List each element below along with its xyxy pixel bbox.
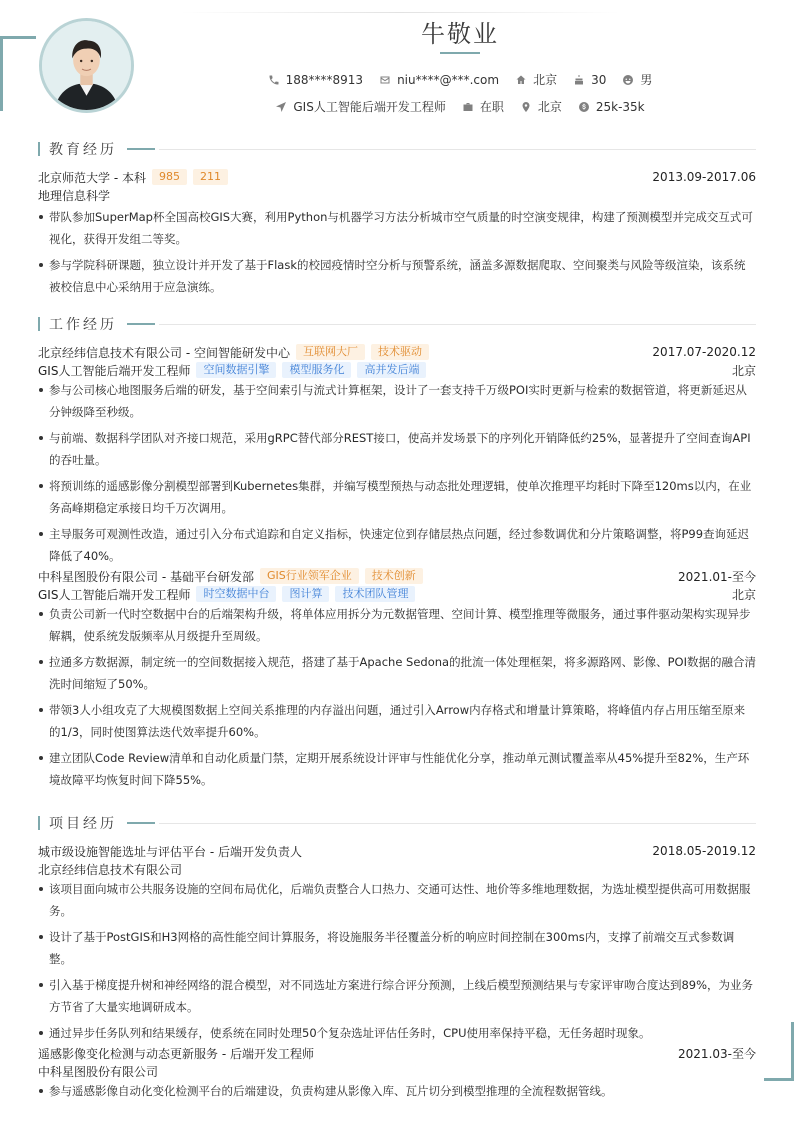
phone-item	[268, 73, 363, 87]
company-tag: 互联网大厂	[296, 344, 365, 360]
work-bullets	[38, 379, 756, 567]
list-item: 参与遥感影像自动化变化检测平台的后端建设，负责构建从影像入库、瓦片切分到模型推理的全流程数据管线。	[38, 1080, 756, 1102]
title-dash	[127, 148, 155, 150]
project-org: 中科星图股份有限公司	[38, 1064, 159, 1079]
title-accent-bar	[38, 317, 40, 331]
education-entry	[38, 168, 756, 298]
list-item: 建立团队Code Review清单和自动化质量门禁，定期开展系统设计评审与性能优化分享，推动单元测试覆盖率从45%提升至82%，生产环境故障平均恢复时间下降55%。	[38, 747, 756, 791]
list-item: 设计了基于PostGIS和H3网格的高性能空间计算服务，将设施服务半径覆盖分析的响应时间控制在300ms内，支撑了前端交互式参数调整。	[38, 926, 756, 970]
cake-icon	[573, 74, 585, 86]
role-tag: 时空数据中台	[196, 586, 276, 602]
list-item: 参与公司核心地图服务后端的研发，基于空间索引与流式计算框架，设计了一套支持千万级POI实时更新与检索的数据管道，将更新延迟从分钟级降至秒级。	[38, 379, 756, 423]
education-entry-head	[38, 168, 756, 186]
project-org-row	[38, 860, 756, 878]
company-name: 中科星图股份有限公司 - 基础平台研发部	[38, 569, 254, 584]
gender-text: 男	[640, 73, 653, 87]
project-bullets	[38, 1080, 756, 1102]
section-title-text: 项目经历	[49, 816, 117, 832]
work-location: 北京	[731, 363, 756, 378]
project-org: 北京经纬信息技术有限公司	[38, 862, 183, 877]
age-item	[573, 73, 606, 87]
list-item: 参与学院科研课题，独立设计并开发了基于Flask的校园疫情时空分析与预警系统，涵盖多源数据爬取、空间聚类与风险等级渲染，该系统被校信息中心采纳用于应急演练。	[38, 254, 756, 298]
major-row	[38, 186, 756, 204]
mail-icon	[379, 74, 391, 86]
project-entry-head	[38, 1044, 756, 1062]
list-item: 通过异步任务队列和结果缓存，使系统在同时处理50个复杂选址评估任务时，CPU使用率保持平稳，无任务超时现象。	[38, 1022, 756, 1044]
role-tag: 技术团队管理	[335, 586, 415, 602]
work-bullets	[38, 603, 756, 791]
gender-item	[622, 71, 652, 88]
target-city-text: 北京	[537, 100, 562, 114]
project-name: 城市级设施智能选址与评估平台 - 后端开发负责人	[38, 844, 302, 859]
school-tag: 985	[152, 169, 187, 185]
role-tag: 模型服务化	[282, 362, 351, 378]
project-name: 遥感影像变化检测与动态更新服务 - 后端开发工程师	[38, 1046, 314, 1061]
salary-item	[578, 100, 645, 114]
work-period: 2021.01-至今	[678, 569, 756, 584]
briefcase-icon	[462, 101, 474, 113]
face-icon	[622, 74, 634, 86]
work-entry-head	[38, 343, 756, 361]
coin-icon	[578, 101, 590, 113]
corner-decoration-bottom-right	[764, 1025, 794, 1081]
list-item: 与前端、数据科学团队对齐接口规范，采用gRPC替代部分REST接口，使高并发场景下的序列化开销降低约25%，显著提升了空间查询API的吞吐量。	[38, 427, 756, 471]
title-line	[159, 324, 756, 325]
project-period: 2018.05-2019.12	[652, 844, 756, 858]
education-section	[38, 140, 756, 302]
title-accent-bar	[38, 816, 40, 830]
company-tag: 技术创新	[365, 568, 423, 584]
project-bullets	[38, 878, 756, 1044]
target-role-item	[275, 98, 445, 115]
list-item: 带领3人小组攻克了大规模图数据上空间关系推理的内存溢出问题，通过引入Arrow内存格式和增量计算策略，将峰值内存占用压缩至原来的1/3，同时使图算法迭代效率提升60%。	[38, 699, 756, 743]
projects-section	[38, 814, 756, 1106]
project-entry	[38, 842, 756, 1044]
education-section-title	[38, 140, 756, 158]
status-text: 在职	[479, 100, 504, 114]
city-text: 北京	[533, 73, 558, 87]
list-item: 带队参加SuperMap杯全国高校GIS大赛，利用Python与机器学习方法分析城市空气质量的时空演变规律，构建了预测模型并完成交互式可视化，获得开发组二等奖。	[38, 206, 756, 250]
work-location: 北京	[731, 587, 756, 602]
name-underline	[440, 52, 480, 54]
education-period: 2013.09-2017.06	[652, 170, 756, 184]
work-section-title	[38, 315, 756, 333]
city-item	[515, 71, 557, 88]
phone-icon	[268, 74, 280, 86]
section-title-text: 教育经历	[49, 142, 117, 158]
top-divider	[180, 12, 620, 13]
section-title-text: 工作经历	[49, 317, 117, 333]
major-name: 地理信息科学	[38, 188, 111, 203]
title-dash	[127, 323, 155, 325]
role-tag: 图计算	[282, 586, 329, 602]
job-intent-row	[0, 98, 794, 115]
title-dash	[127, 822, 155, 824]
email-text: niu****@***.com	[397, 72, 500, 87]
age-text: 30	[591, 72, 607, 87]
work-section	[38, 315, 756, 795]
list-item: 主导服务可观测性改造，通过引入分布式追踪和自定义指标，快速定位到存储层热点问题，经过参数调优和分片策略调整，将P99查询延迟降低了40%。	[38, 523, 756, 567]
salary-text: 25k-35k	[595, 99, 645, 114]
contact-row	[0, 71, 794, 88]
title-line	[159, 823, 756, 824]
list-item: 拉通多方数据源，制定统一的空间数据接入规范，搭建了基于Apache Sedona的批流一体处理框架，将多源路网、影像、POI数据的融合清洗时间缩短了50%。	[38, 651, 756, 695]
role-row	[38, 585, 756, 603]
company-tag: GIS行业领军企业	[260, 568, 359, 584]
company-name: 北京经纬信息技术有限公司 - 空间智能研发中心	[38, 345, 290, 360]
list-item: 将预训练的遥感影像分割模型部署到Kubernetes集群，并编写模型预热与动态批处理逻辑，使单次推理平均耗时下降至120ms以内，在业务高峰期稳定承接日均千万次调用。	[38, 475, 756, 519]
send-icon	[275, 101, 287, 113]
candidate-name: 牛敬业	[421, 20, 499, 48]
list-item: 该项目面向城市公共服务设施的空间布局优化，后端负责整合人口热力、交通可达性、地价等多维地理数据，为选址模型提供高可用数据服务。	[38, 878, 756, 922]
pin-icon	[520, 101, 532, 113]
role-tag: 高并发后端	[357, 362, 426, 378]
work-entry-head	[38, 567, 756, 585]
work-period: 2017.07-2020.12	[652, 345, 756, 359]
work-entry	[38, 343, 756, 567]
list-item: 引入基于梯度提升树和神经网络的混合模型，对不同选址方案进行综合评分预测，上线后模型预测结果与专家评审吻合度达到89%，为业务方节省了大量实地调研成本。	[38, 974, 756, 1018]
school-name: 北京师范大学 - 本科	[38, 170, 146, 185]
target-role-text: GIS人工智能后端开发工程师	[293, 100, 446, 114]
role-name: GIS人工智能后端开发工程师	[38, 587, 191, 602]
company-tag: 技术驱动	[371, 344, 429, 360]
project-entry-head	[38, 842, 756, 860]
title-accent-bar	[38, 142, 40, 156]
role-name: GIS人工智能后端开发工程师	[38, 363, 191, 378]
title-line	[159, 149, 756, 150]
project-org-row	[38, 1062, 756, 1080]
education-bullets	[38, 206, 756, 298]
role-row	[38, 361, 756, 379]
projects-section-title	[38, 814, 756, 832]
work-entry	[38, 567, 756, 791]
target-city-item	[520, 98, 562, 115]
email-item	[379, 73, 499, 87]
school-tag: 211	[193, 169, 228, 185]
phone-text: 188****8913	[285, 72, 364, 87]
home-icon	[515, 74, 527, 86]
role-tag: 空间数据引擎	[196, 362, 276, 378]
project-entry	[38, 1044, 756, 1102]
list-item: 负责公司新一代时空数据中台的后端架构升级，将单体应用拆分为元数据管理、空间计算、模型推理等微服务，通过事件驱动架构实现异步解耦，使系统发版频率从月级提升至周级。	[38, 603, 756, 647]
status-item	[462, 98, 504, 115]
project-period: 2021.03-至今	[678, 1046, 756, 1061]
